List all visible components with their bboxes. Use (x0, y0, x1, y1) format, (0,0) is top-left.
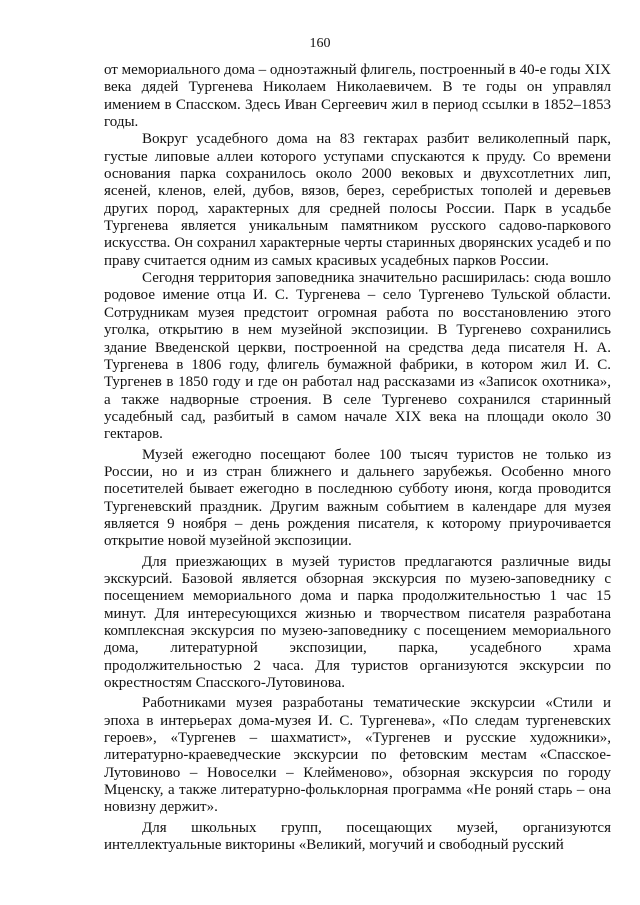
paragraph-4: Музей ежегодно посещают более 100 тысяч туристов не только из России, но и из стран ближнего и дальнего зарубежья. Особенно много посетителей бывает ежегодно в последнюю субботу июня, когда проводится Тургеневский праздник. Другим важным событием в календаре для музея является 9 ноября – день рождения писателя, к которому приурочивается открытие новой музейной экспозиции. (104, 446, 611, 550)
paragraph-6: Работниками музея разработаны тематические экскурсии «Стили и эпоха в интерьерах дома-музея И. С. Тургенева», «По следам тургеневских героев», «Тургенев – шахматист», «Тургенев и русские художники», литературно-краеведческие экскурсии по фетовским местам «Спасское-Лутовиново – Новоселки – Клейменово», обзорная экскурсия по городу Мценску, а также литературно-фольклорная программа «Не роняй старь – она новизну держит». (104, 695, 611, 816)
paragraph-7: Для школьных групп, посещающих музей, организуются интеллектуальные викторины «Великий, могучий и свободный русский (104, 819, 611, 854)
paragraph-2: Вокруг усадебного дома на 83 гектарах разбит великолепный парк, густые липовые аллеи которого уступами спускаются к пруду. Со времени основания парка сохранилось около 2000 вековых и двухсотлетних лип, ясеней, кленов, елей, дубов, вязов, берез, серебристых тополей и деревьев других пород, характерных для средней полосы России. Парк в усадьбе Тургенева является уникальным памятником русского садово-паркового искусства. Он сохранил характерные черты старинных дворянских усадеб и по праву считается одним из самых красивых усадебных парков России. (104, 131, 611, 269)
paragraph-1: от мемориального дома – одноэтажный флигель, построенный в 40-е годы XIX века дядей Тургенева Николаем Николаевичем. В те годы он управлял имением в Спасском. Здесь Иван Сергеевич жил в период ссылки в 1852–1853 годы. (104, 62, 611, 131)
paragraph-3: Сегодня территория заповедника значительно расширилась: сюда вошло родовое имение отца И. С. Тургенева – село Тургенево Тульской области. Сотрудникам музея предстоит огромная работа по восстановлению этого уголка, открытию в нем музейной экспозиции. В Тургенево сохранились здание Введенской церкви, построенной на средства деда писателя Н. А. Тургенева в 1806 году, флигель бумажной фабрики, в котором жил И. С. Тургенев в 1850 году и где он работал над рассказами из «Записок охотника», а также надворные строения. В селе Тургенево сохранился старинный усадебный сад, разбитый в самом начале XIX века на площади около 30 гектаров. (104, 270, 611, 443)
body-text (104, 62, 611, 854)
paragraph-5: Для приезжающих в музей туристов предлагаются различные виды экскурсий. Базовой является обзорная экскурсия по музею-заповеднику с посещением мемориального дома и парка продолжительностью 1 час 15 минут. Для интересующихся жизнью и творчеством писателя разработана комплексная экскурсия по музею-заповеднику с посещением мемориального дома, литературной экспозиции, парка, усадебного храма продолжительностью 2 часа. Для туристов организуются экскурсии по окрестностям Спасского-Лутовинова. (104, 553, 611, 692)
page-number: 160 (309, 36, 331, 51)
